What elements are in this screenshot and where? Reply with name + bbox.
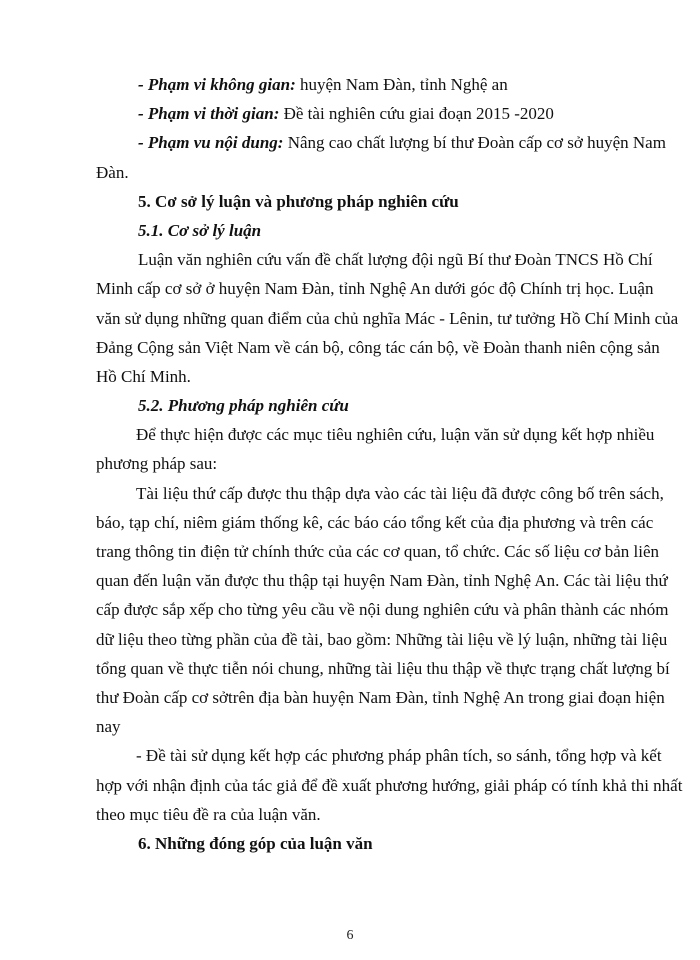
page-number: 6 [346, 928, 354, 943]
paragraph-line: thư Đoàn cấp cơ sởtrên địa bàn huyện Nam Đàn, tỉnh Nghệ An trong giai đoạn hiện [96, 687, 665, 707]
scope-time-text: Đề tài nghiên cứu giai đoạn 2015 -2020 [279, 104, 554, 124]
paragraph-line: dữ liệu theo từng phần của đề tài, bao gồm: Những tài liệu về lý luận, những tài liệu [96, 629, 668, 649]
section-5-2-heading: 5.2. Phương pháp nghiên cứu [138, 396, 349, 416]
scope-content-text: Nâng cao chất lượng bí thư Đoàn cấp cơ sở huyện Nam [283, 133, 666, 153]
paragraph-line: hợp với nhận định của tác giả để đề xuất phương hướng, giải pháp có tính khả thi nhất [96, 775, 683, 795]
scope-space-text: huyện Nam Đàn, tỉnh Nghệ an [295, 75, 508, 94]
paragraph-line: phương pháp sau: [96, 454, 218, 474]
paragraph-line: Để thực hiện được các mục tiêu nghiên cứu, luận văn sử dụng kết hợp nhiều [136, 425, 655, 445]
scope-space-line [96, 70, 650, 99]
section-5-heading: 5. Cơ sở lý luận và phương pháp nghiên cứu [138, 191, 459, 211]
section-6-heading: 6. Những đóng góp của luận văn [138, 833, 373, 853]
document-page [96, 70, 683, 858]
paragraph-line: trang thông tin điện tử chính thức của các cơ quan, tổ chức. Các số liệu cơ bản liên [96, 542, 660, 561]
paragraph-line: quan đến luận văn được thu thập tại huyện Nam Đàn, tỉnh Nghệ An. Các tài liệu thứ [96, 571, 668, 591]
scope-space-label: - Phạm vi không gian: [138, 75, 296, 94]
paragraph-line: - Đề tài sử dụng kết hợp các phương pháp phân tích, so sánh, tổng hợp và kết [136, 746, 662, 766]
paragraph-line: Hồ Chí Minh. [96, 366, 191, 386]
scope-content-continuation: Đàn. [96, 162, 129, 182]
paragraph-line: Tài liệu thứ cấp được thu thập dựa vào các tài liệu đã được công bố trên sách, [136, 483, 664, 503]
scope-time-line [96, 99, 650, 128]
paragraph-line: văn sử dụng những quan điểm của chủ nghĩa Mác - Lênin, tư tưởng Hồ Chí Minh của [96, 308, 679, 328]
paragraph-line: Minh cấp cơ sở ở huyện Nam Đàn, tỉnh Nghệ An dưới góc độ Chính trị học. Luận [96, 279, 654, 299]
paragraph-line: nay [96, 717, 121, 737]
scope-content-line [96, 128, 666, 157]
scope-content-label: - Phạm vu nội dung: [138, 133, 284, 153]
paragraph-line: theo mục tiêu đề ra của luận văn. [96, 804, 321, 824]
section-5-1-heading: 5.1. Cơ sở lý luận [138, 220, 262, 240]
paragraph-line: Đảng Cộng sản Việt Nam về cán bộ, công tác cán bộ, về Đoàn thanh niên cộng sản [96, 337, 660, 357]
scope-time-label: - Phạm vi thời gian: [138, 104, 280, 124]
paragraph-line: Luận văn nghiên cứu vấn đề chất lượng đội ngũ Bí thư Đoàn TNCS Hồ Chí [138, 250, 653, 270]
paragraph-line: tổng quan về thực tiễn nói chung, những tài liệu thu thập về thực trạng chất lượng bí [96, 658, 670, 678]
paragraph-line: cấp được sắp xếp cho từng yêu cầu về nội dung nghiên cứu và phân thành các nhóm [96, 600, 669, 620]
paragraph-line: báo, tạp chí, niêm giám thống kê, các báo cáo tổng kết của địa phương và trên các [96, 512, 654, 532]
